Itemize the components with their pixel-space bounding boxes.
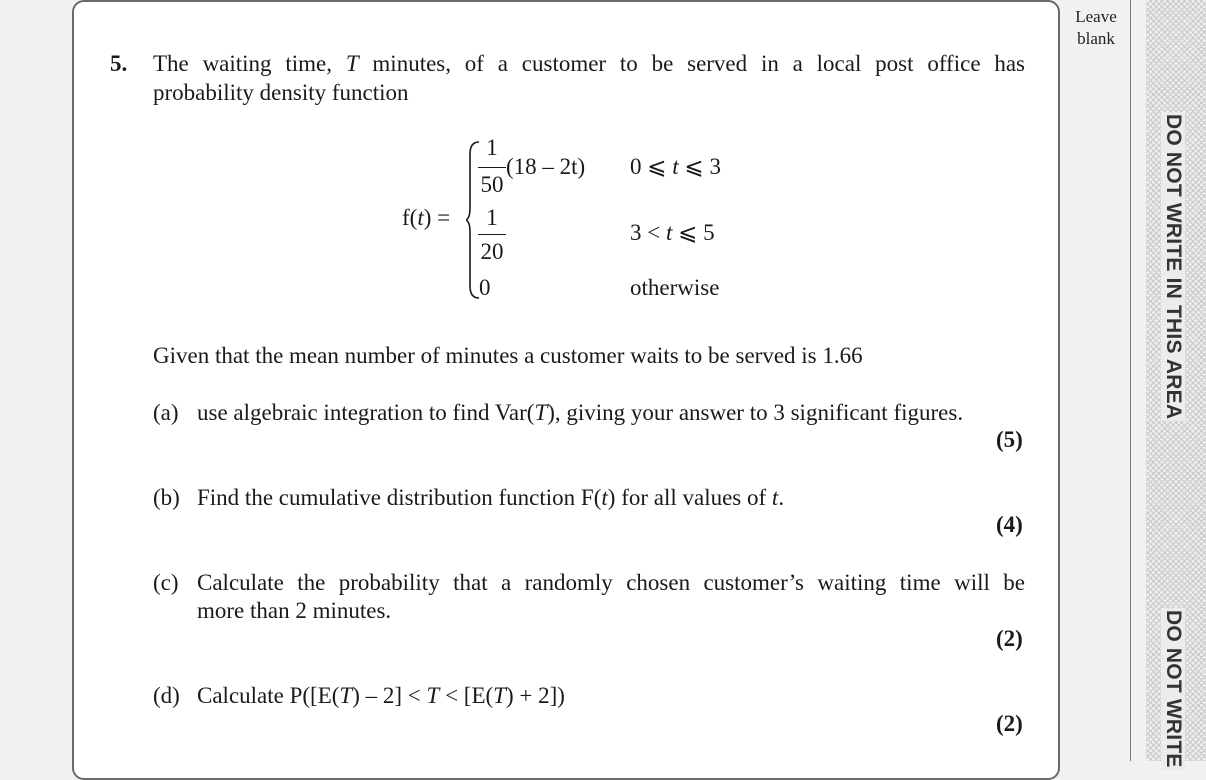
part-a-label: (a): [153, 400, 179, 425]
part-c-text-line1: Calculate the probability that a randomly chosen customer’s waiting time will be: [197, 570, 1025, 595]
case3-condition: otherwise: [630, 275, 720, 300]
case2-condition: 3 < t ⩽ 5: [630, 220, 715, 245]
case2-numerator: 1: [486, 205, 498, 230]
question-number: 5.: [110, 51, 128, 76]
part-d-text: Calculate P([E(T) – 2] < T < [E(T) + 2]): [197, 683, 565, 708]
part-b-marks: (4): [996, 512, 1023, 537]
leave-label-line1: Leave: [1075, 7, 1117, 26]
leave-label-line2: blank: [1077, 29, 1115, 48]
leave-blank-label: [1064, 6, 1128, 50]
case2-denominator: 20: [480, 239, 504, 264]
case3-value: 0: [479, 275, 491, 300]
case1-numerator: 1: [486, 135, 498, 160]
answer-frame: [72, 0, 1060, 780]
part-d-label: (d): [153, 683, 180, 708]
part-c-text-line2: more than 2 minutes.: [197, 598, 392, 623]
case1-expression: (18 – 2t): [506, 154, 586, 179]
part-b-text: Find the cumulative distribution function F(t) for all values of t.: [197, 485, 785, 510]
question-intro-line1: The waiting time, T minutes, of a customer to be served in a local post office has: [153, 51, 1025, 76]
do-not-write-warning-1: DO NOT WRITE IN THIS AREA: [1162, 114, 1185, 420]
piecewise-brace-icon: [466, 140, 480, 300]
given-statement: Given that the mean number of minutes a customer waits to be served is 1.66: [153, 343, 863, 368]
case2-fraction-bar: [478, 234, 506, 235]
pdf-lhs: f(t) =: [402, 205, 451, 230]
part-a-marks: (5): [996, 427, 1023, 452]
question-intro-line2: probability density function: [153, 80, 409, 105]
part-c-label: (c): [153, 570, 179, 595]
do-not-write-warning-2: DO NOT WRITE: [1162, 610, 1185, 768]
case1-condition: 0 ⩽ t ⩽ 3: [630, 154, 721, 179]
case1-fraction-bar: [478, 167, 506, 168]
part-d-marks: (2): [996, 711, 1023, 736]
part-a-text: use algebraic integration to find Var(T), giving your answer to 3 significant figures.: [197, 400, 964, 425]
part-c-marks: (2): [996, 626, 1023, 651]
case1-denominator: 50: [480, 172, 504, 197]
part-b-label: (b): [153, 485, 180, 510]
margin-divider: [1130, 0, 1131, 761]
